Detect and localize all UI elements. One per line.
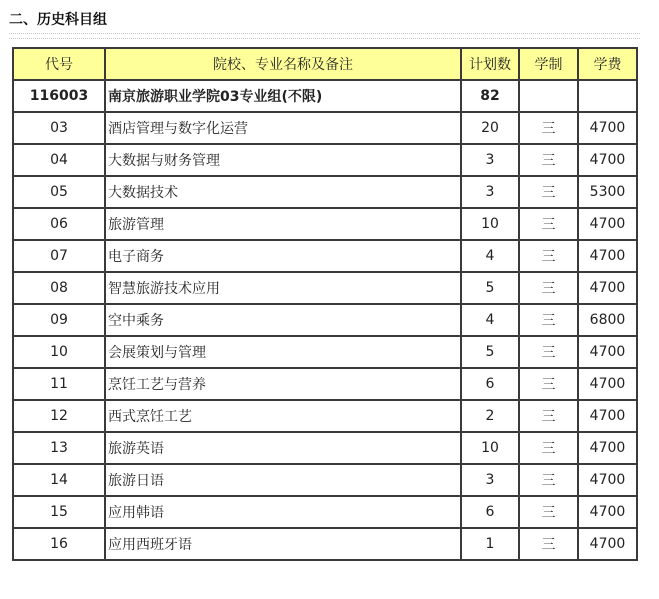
major-code: 08 (13, 272, 105, 304)
major-fee: 4700 (578, 336, 637, 368)
table-row (13, 176, 637, 208)
major-plan: 6 (461, 368, 519, 400)
major-fee: 4700 (578, 464, 637, 496)
major-fee: 4700 (578, 528, 637, 560)
group-years (519, 80, 578, 112)
major-fee: 4700 (578, 432, 637, 464)
enrollment-plan-table (12, 47, 638, 561)
major-code: 13 (13, 432, 105, 464)
major-code: 15 (13, 496, 105, 528)
major-years: 三 (519, 208, 578, 240)
major-plan: 10 (461, 208, 519, 240)
table-row (13, 304, 637, 336)
major-fee: 4700 (578, 368, 637, 400)
major-fee: 5300 (578, 176, 637, 208)
major-plan: 5 (461, 272, 519, 304)
major-years: 三 (519, 528, 578, 560)
major-fee: 4700 (578, 240, 637, 272)
major-plan: 1 (461, 528, 519, 560)
section-divider-secondary (9, 38, 640, 39)
major-name: 旅游英语 (105, 432, 461, 464)
major-code: 16 (13, 528, 105, 560)
major-code: 05 (13, 176, 105, 208)
major-name: 大数据与财务管理 (105, 144, 461, 176)
major-code: 04 (13, 144, 105, 176)
table-row (13, 112, 637, 144)
major-code: 11 (13, 368, 105, 400)
major-code: 03 (13, 112, 105, 144)
major-plan: 3 (461, 144, 519, 176)
group-fee (578, 80, 637, 112)
major-fee: 4700 (578, 208, 637, 240)
major-name: 西式烹饪工艺 (105, 400, 461, 432)
major-years: 三 (519, 112, 578, 144)
major-fee: 4700 (578, 144, 637, 176)
major-plan: 2 (461, 400, 519, 432)
major-code: 06 (13, 208, 105, 240)
major-name: 智慧旅游技术应用 (105, 272, 461, 304)
major-years: 三 (519, 400, 578, 432)
major-fee: 4700 (578, 400, 637, 432)
major-years: 三 (519, 176, 578, 208)
major-name: 酒店管理与数字化运营 (105, 112, 461, 144)
table-row (13, 144, 637, 176)
major-years: 三 (519, 336, 578, 368)
major-plan: 6 (461, 496, 519, 528)
header-code: 代号 (13, 48, 105, 80)
major-name: 空中乘务 (105, 304, 461, 336)
major-code: 14 (13, 464, 105, 496)
major-years: 三 (519, 368, 578, 400)
group-plan: 82 (461, 80, 519, 112)
group-row (13, 80, 637, 112)
major-name: 大数据技术 (105, 176, 461, 208)
table-row (13, 336, 637, 368)
group-name: 南京旅游职业学院03专业组(不限) (105, 80, 461, 112)
major-name: 应用韩语 (105, 496, 461, 528)
header-name: 院校、专业名称及备注 (105, 48, 461, 80)
major-plan: 4 (461, 304, 519, 336)
major-years: 三 (519, 496, 578, 528)
major-code: 09 (13, 304, 105, 336)
major-name: 应用西班牙语 (105, 528, 461, 560)
major-plan: 5 (461, 336, 519, 368)
table-header-row (13, 48, 637, 80)
table-row (13, 272, 637, 304)
section-title: 二、历史科目组 (9, 12, 107, 28)
major-fee: 4700 (578, 112, 637, 144)
table-row (13, 208, 637, 240)
major-name: 旅游日语 (105, 464, 461, 496)
major-fee: 4700 (578, 272, 637, 304)
major-plan: 4 (461, 240, 519, 272)
major-plan: 10 (461, 432, 519, 464)
header-years: 学制 (519, 48, 578, 80)
major-name: 烹饪工艺与营养 (105, 368, 461, 400)
major-code: 12 (13, 400, 105, 432)
table-row (13, 368, 637, 400)
major-years: 三 (519, 272, 578, 304)
major-years: 三 (519, 464, 578, 496)
table-row (13, 400, 637, 432)
major-fee: 6800 (578, 304, 637, 336)
major-name: 电子商务 (105, 240, 461, 272)
header-fee: 学费 (578, 48, 637, 80)
major-name: 会展策划与管理 (105, 336, 461, 368)
table-row (13, 464, 637, 496)
major-fee: 4700 (578, 496, 637, 528)
group-code: 116003 (13, 80, 105, 112)
section-divider (9, 33, 640, 34)
table-row (13, 496, 637, 528)
major-code: 10 (13, 336, 105, 368)
header-plan: 计划数 (461, 48, 519, 80)
major-years: 三 (519, 304, 578, 336)
major-years: 三 (519, 240, 578, 272)
table-row (13, 240, 637, 272)
major-plan: 3 (461, 464, 519, 496)
major-years: 三 (519, 144, 578, 176)
table-row (13, 528, 637, 560)
table-row (13, 432, 637, 464)
major-plan: 3 (461, 176, 519, 208)
major-name: 旅游管理 (105, 208, 461, 240)
major-code: 07 (13, 240, 105, 272)
major-plan: 20 (461, 112, 519, 144)
major-years: 三 (519, 432, 578, 464)
